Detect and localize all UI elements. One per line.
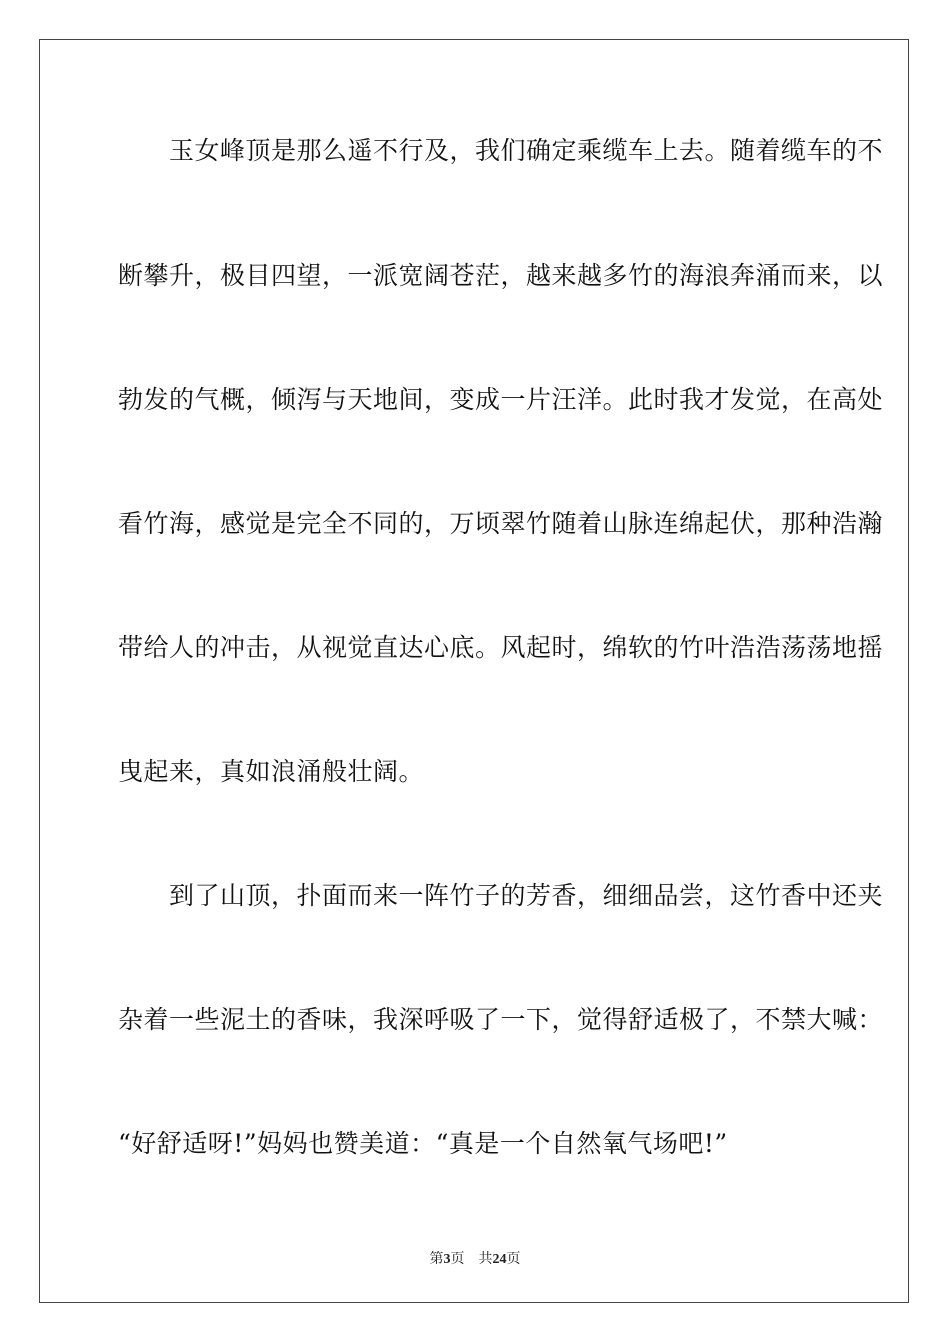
text-line: 玉女峰顶是那么遥不行及，我们确定乘缆车上去。随着缆车的不 — [118, 136, 884, 165]
page-prefix: 第 — [429, 1252, 444, 1267]
total-pages: 24 — [492, 1252, 507, 1267]
text-line: 勃发的气概，倾泻与天地间，变成一片汪洋。此时我才发觉，在高处 — [118, 385, 884, 414]
total-prefix: 共 — [478, 1252, 493, 1267]
page-suffix: 页 — [450, 1252, 465, 1267]
text-line: 带给人的冲击，从视觉直达心底。风起时，绵软的竹叶浩浩荡荡地摇 — [118, 633, 884, 662]
text-line: “好舒适呀!”妈妈也赞美道：“真是一个自然氧气场吧!” — [118, 1129, 728, 1158]
text-line: 曳起来，真如浪涌般壮阔。 — [118, 757, 425, 786]
page-border — [39, 39, 909, 1303]
text-line: 看竹海，感觉是完全不同的，万顷翠竹随着山脉连绵起伏，那种浩瀚 — [118, 509, 884, 538]
text-line: 杂着一些泥土的香味，我深呼吸了一下，觉得舒适极了，不禁大喊： — [118, 1005, 884, 1034]
text-line: 断攀升，极目四望，一派宽阔苍茫，越来越多竹的海浪奔涌而来，以 — [118, 261, 884, 290]
page-number: 3 — [443, 1252, 451, 1267]
total-suffix: 页 — [506, 1252, 521, 1267]
page-footer — [0, 1248, 950, 1268]
text-line: 到了山顶，扑面而来一阵竹子的芳香，细细品尝，这竹香中还夹 — [118, 881, 884, 910]
